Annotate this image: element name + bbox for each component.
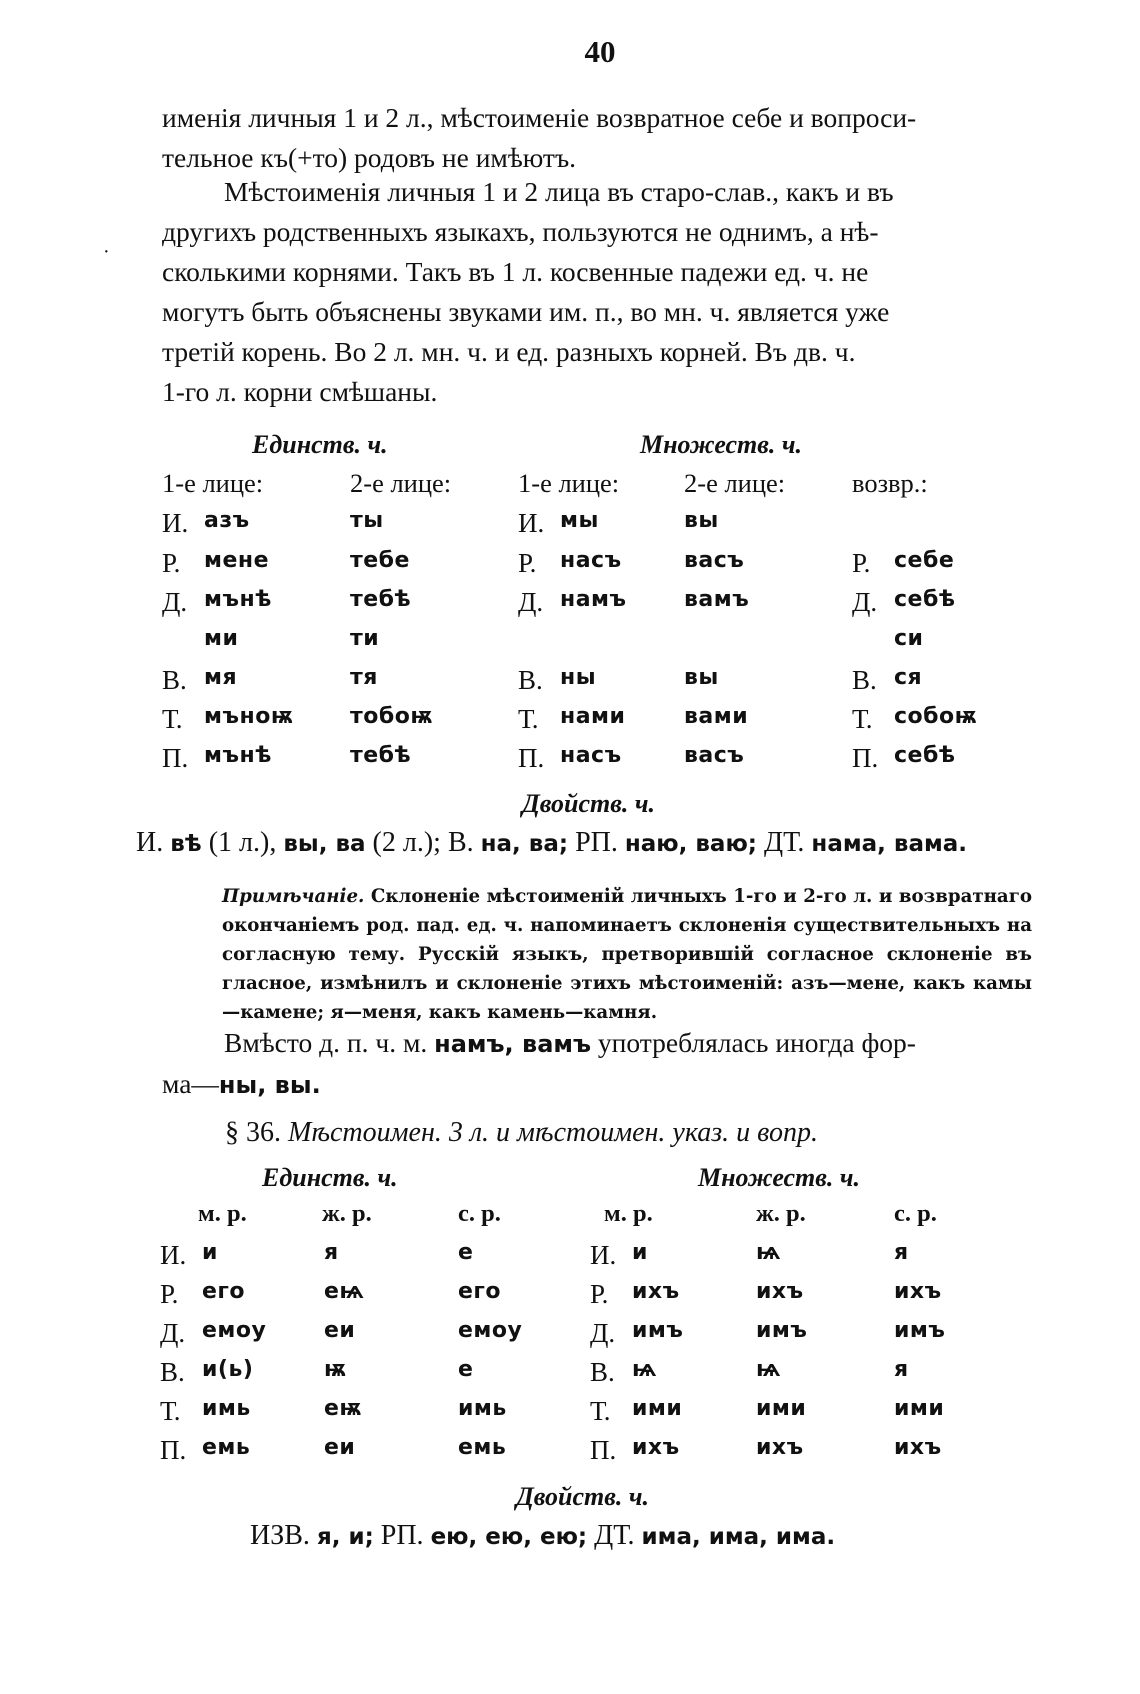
case-label: В. (160, 1357, 185, 1387)
table1-plural-caption: Множеств. ч. (640, 430, 803, 459)
dual-form: вѣ (170, 831, 202, 857)
dual-form: нама, вама. (811, 831, 968, 857)
case-label: П. (852, 743, 879, 773)
form-cell: ѩ (756, 1357, 782, 1382)
case-label: И. (590, 1240, 617, 1270)
dual-form: вы, ва (283, 831, 366, 857)
form-cell: ихъ (632, 1435, 680, 1460)
dual-form: я, и; (316, 1524, 374, 1550)
table1-dual-line (136, 827, 967, 859)
case-label: И. (162, 508, 189, 538)
table1-header: 1-е лице: (162, 468, 264, 498)
form-cell: его (458, 1279, 502, 1304)
form-cell: себѣ (894, 587, 956, 612)
case-label: Р. (162, 548, 181, 578)
dual-label: ДТ. (594, 1520, 635, 1551)
case-label: Р. (160, 1279, 179, 1309)
table1-row (162, 548, 1140, 586)
form-cell: ихъ (894, 1435, 942, 1460)
form-cell: васъ (684, 548, 745, 573)
table2-row (160, 1318, 1140, 1356)
form-cell: ими (894, 1396, 945, 1421)
form-cell: мъноѭ (204, 704, 294, 729)
dual-label: РП. (380, 1520, 424, 1551)
dual-form: ею, ею, ею; (430, 1524, 588, 1550)
form-cell: мънѣ (204, 587, 272, 612)
form-cell: еѭ (324, 1396, 363, 1421)
case-label: Д. (518, 587, 544, 617)
form-cell: имъ (894, 1318, 946, 1343)
form-cell: мя (204, 665, 238, 690)
table1-row (162, 508, 1140, 546)
table2-row (160, 1279, 1140, 1317)
table1-header: 2-е лице: (350, 468, 452, 498)
table2-header-row (160, 1200, 1140, 1238)
table1-row (162, 626, 1140, 664)
form-cell: ны (560, 665, 597, 690)
table2-header: с. р. (894, 1200, 937, 1227)
margin-dot: · (103, 241, 110, 263)
table1-row (162, 587, 1140, 625)
dual-form: наю, ваю; (624, 831, 758, 857)
paragraph-substitute-forms (162, 1023, 1035, 1105)
form-cell: я (894, 1357, 909, 1382)
page-number: 40 (584, 34, 616, 69)
case-label: Т. (160, 1396, 181, 1426)
form-cell: нами (560, 704, 626, 729)
case-label: П. (160, 1435, 187, 1465)
dual-form: има, има, има. (641, 1524, 836, 1550)
para1-line1: именія личныя 1 и 2 л., мѣстоименіе возвратное себе и вопроси- (162, 102, 917, 133)
form-cell: ихъ (756, 1279, 804, 1304)
note-text: Склоненіе мѣстоименій личныхъ 1-го и 2-го л. и возвратнаго окончаніемъ род. пад. ед. ч. напоминаетъ склоненія существительныхъ на согласную тему. Русскій языкъ, претворившій согласное склоненіе въ гласное, измѣнилъ и склоненіе этихъ мѣстоименій: азъ—мене, какъ камы—камене; я—меня, какъ камень—камня. (222, 886, 1032, 1023)
form-cell: е (458, 1240, 474, 1265)
form-cell: мънѣ (204, 743, 272, 768)
case-label: П. (162, 743, 189, 773)
table2-row (160, 1435, 1140, 1473)
form-cell: имъ (756, 1318, 808, 1343)
form-cell: васъ (684, 743, 745, 768)
form-cell: емоу (202, 1318, 267, 1343)
section-title: Мѣстоимен. 3 л. и мѣстоимен. указ. и вопр. (288, 1117, 818, 1148)
form-cell: ѩ (632, 1357, 658, 1382)
para2-line: сколькими корнями. Такъ въ 1 л. косвенные падежи ед. ч. не (162, 256, 869, 287)
form-cell: имь (202, 1396, 251, 1421)
case-label: Д. (852, 587, 878, 617)
form-cell: тебѣ (350, 743, 412, 768)
table2-singular-caption: Единств. ч. (262, 1163, 398, 1192)
form-cell: мене (204, 548, 270, 573)
para3-post: употреблялась иногда фор- (597, 1027, 916, 1058)
form-cell: еи (324, 1435, 356, 1460)
para1-line2: тельное къ(+то) родовъ не имѣютъ. (162, 142, 577, 173)
form-cell: тобоѭ (350, 704, 434, 729)
form-cell: ѩ (756, 1240, 782, 1265)
case-label: П. (590, 1435, 617, 1465)
dual-label: И. (136, 827, 164, 858)
form-cell: емоу (458, 1318, 523, 1343)
dual-note: (2 л.); (372, 827, 441, 858)
para3-line2-pre: ма— (162, 1068, 219, 1099)
form-cell: ими (632, 1396, 683, 1421)
form-cell: насъ (560, 548, 622, 573)
para2-line: 1-го л. корни смѣшаны. (162, 376, 438, 407)
case-label: Р. (590, 1279, 609, 1309)
para3-pre: Вмѣсто д. п. ч. м. (224, 1027, 428, 1058)
paragraph-continuation (162, 98, 1035, 178)
form-cell: и (632, 1240, 648, 1265)
section-number: § 36. (225, 1117, 281, 1148)
case-label: Р. (852, 548, 871, 578)
case-label: Д. (162, 587, 188, 617)
table1-header: возвр.: (852, 468, 928, 498)
table2-header: ж. р. (322, 1200, 372, 1227)
form-cell: вами (684, 704, 749, 729)
table1-row (162, 665, 1140, 703)
form-cell: я (324, 1240, 339, 1265)
form-cell: е (458, 1357, 474, 1382)
form-cell: ихъ (632, 1279, 680, 1304)
table2-header: ж. р. (756, 1200, 806, 1227)
table1-header-row (162, 468, 1140, 506)
section-heading (225, 1117, 818, 1149)
form-cell: емь (202, 1435, 251, 1460)
form-cell: собоѭ (894, 704, 978, 729)
table1-header: 1-е лице: (518, 468, 620, 498)
para2-line: другихъ родственныхъ языкахъ, пользуются не однимъ, а нѣ- (162, 216, 879, 247)
form-cell: насъ (560, 743, 622, 768)
form-cell: ими (756, 1396, 807, 1421)
table2-header: с. р. (458, 1200, 501, 1227)
form-cell: имь (458, 1396, 507, 1421)
form-cell: себе (894, 548, 955, 573)
form-cell: ихъ (756, 1435, 804, 1460)
table1-dual-caption: Двойств. ч. (522, 789, 656, 818)
table2-header: м. р. (198, 1200, 247, 1227)
dual-label: РП. (575, 827, 618, 858)
form-cell: еѩ (324, 1279, 365, 1304)
case-label: В. (162, 665, 187, 695)
form-cell: я (894, 1240, 909, 1265)
case-label: Т. (852, 704, 873, 734)
dual-note: (1 л.), (208, 827, 277, 858)
form-cell: вы (684, 508, 719, 533)
dual-label: В. (447, 827, 474, 858)
form-cell: си (894, 626, 924, 651)
form-cell: тебѣ (350, 587, 412, 612)
case-label: И. (518, 508, 545, 538)
footnote (222, 882, 1032, 1027)
case-label: Т. (590, 1396, 611, 1426)
para3-line1 (162, 1023, 1035, 1064)
form-cell: его (202, 1279, 246, 1304)
table1-row (162, 743, 1140, 781)
case-label: И. (160, 1240, 187, 1270)
para2-line: третій корень. Во 2 л. мн. ч. и ед. разныхъ корней. Въ дв. ч. (162, 336, 856, 367)
table2-header: м. р. (604, 1200, 653, 1227)
note-label: Примѣчаніе. (222, 886, 365, 907)
para3-line2-forms: ны, вы. (218, 1071, 321, 1099)
case-label: Д. (160, 1318, 186, 1348)
case-label: Р. (518, 548, 537, 578)
case-label: Т. (518, 704, 539, 734)
form-cell: себѣ (894, 743, 956, 768)
form-cell: мы (560, 508, 599, 533)
form-cell: вамъ (684, 587, 750, 612)
form-cell: намъ (560, 587, 627, 612)
table2-row (160, 1240, 1140, 1278)
dual-label: ИЗВ. (250, 1520, 310, 1551)
form-cell: и (202, 1240, 218, 1265)
form-cell: ихъ (894, 1279, 942, 1304)
dual-form: на, ва; (480, 831, 569, 857)
form-cell: азъ (204, 508, 250, 533)
table2-row (160, 1357, 1140, 1395)
table2-dual-caption: Двойств. ч. (516, 1482, 650, 1511)
case-label: П. (518, 743, 545, 773)
form-cell: ѭ (324, 1357, 347, 1382)
case-label: Д. (590, 1318, 616, 1348)
form-cell: ми (204, 626, 239, 651)
form-cell: ти (350, 626, 380, 651)
table2-row (160, 1396, 1140, 1434)
form-cell: тя (350, 665, 378, 690)
form-cell: вы (684, 665, 719, 690)
form-cell: еи (324, 1318, 356, 1343)
form-cell: имъ (632, 1318, 684, 1343)
para2-line: могутъ быть объяснены звуками им. п., во мн. ч. является уже (162, 296, 890, 327)
para3-forms: намъ, вамъ (434, 1030, 592, 1058)
case-label: Т. (162, 704, 183, 734)
case-label: В. (590, 1357, 615, 1387)
paragraph-personal-pronouns (162, 172, 1035, 412)
para2-line: Мѣстоименія личныя 1 и 2 лица въ старо-слав., какъ и въ (224, 176, 894, 207)
table2-dual-line (250, 1520, 835, 1552)
case-label: В. (852, 665, 877, 695)
table1-header: 2-е лице: (684, 468, 786, 498)
dual-label: ДТ. (764, 827, 805, 858)
para3-line2 (162, 1064, 1035, 1105)
form-cell: ты (350, 508, 384, 533)
form-cell: и(ь) (202, 1357, 254, 1382)
form-cell: ся (894, 665, 923, 690)
form-cell: тебе (350, 548, 410, 573)
case-label: В. (518, 665, 543, 695)
table1-singular-caption: Единств. ч. (252, 430, 388, 459)
table2-plural-caption: Множеств. ч. (698, 1163, 861, 1192)
table1-row (162, 704, 1140, 742)
form-cell: емь (458, 1435, 507, 1460)
